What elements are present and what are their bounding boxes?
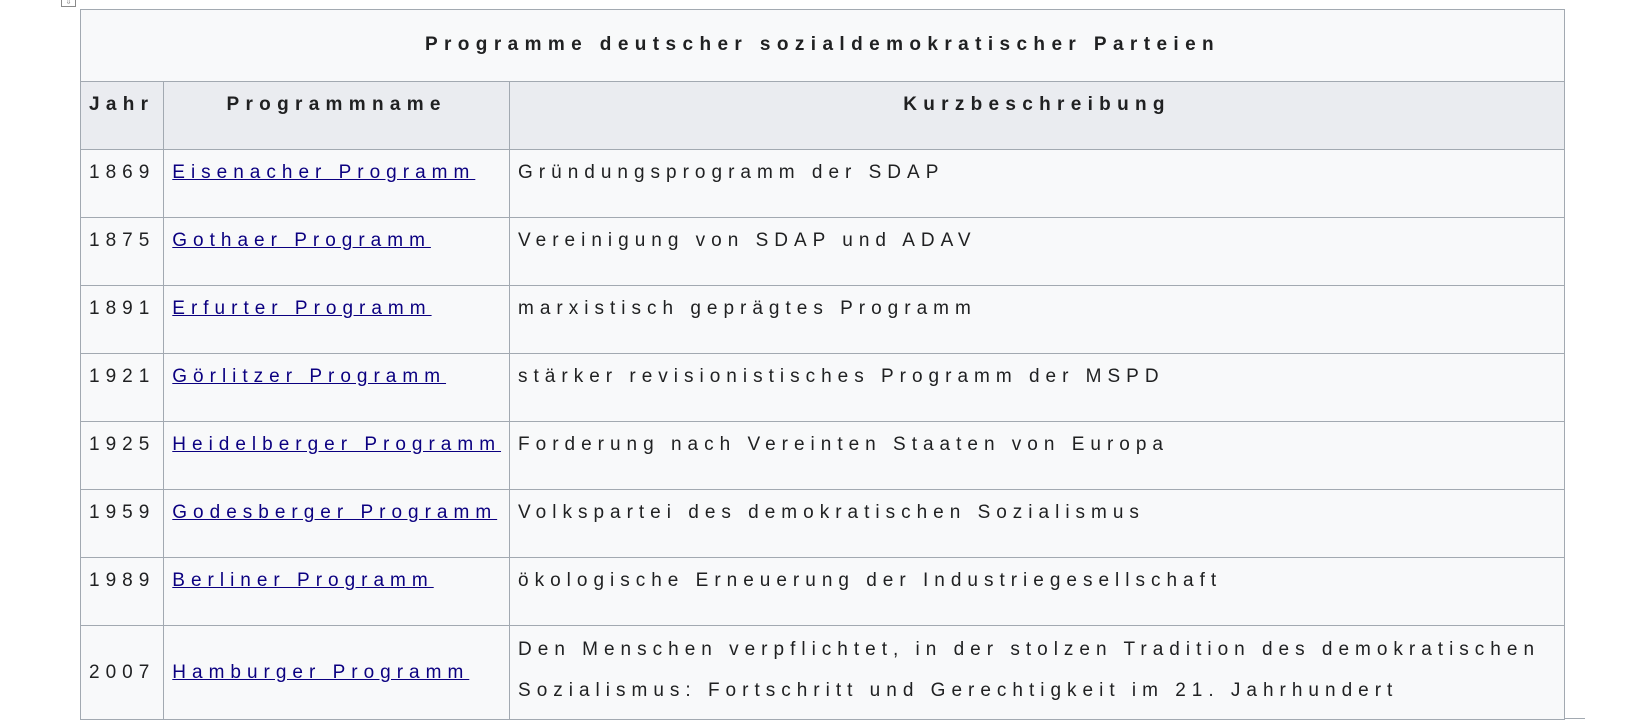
cell-description: marxistisch geprägtes Programm xyxy=(510,286,1565,354)
table-row xyxy=(81,150,1565,218)
cell-name xyxy=(164,150,510,218)
table-row xyxy=(81,286,1565,354)
cell-description: Gründungsprogramm der SDAP xyxy=(510,150,1565,218)
table-row xyxy=(81,422,1565,490)
table-row xyxy=(81,558,1565,626)
program-link[interactable]: Erfurter Programm xyxy=(172,298,432,319)
header-year[interactable]: Jahr xyxy=(81,82,164,150)
table-row xyxy=(81,626,1565,720)
cell-year: 1921 xyxy=(81,354,164,422)
table-row xyxy=(81,490,1565,558)
cell-year: 1875 xyxy=(81,218,164,286)
cell-name xyxy=(164,490,510,558)
table-caption: Programme deutscher sozialdemokratischer Parteien xyxy=(80,9,1565,81)
cell-description: Volkspartei des demokratischen Sozialismus xyxy=(510,490,1565,558)
header-row xyxy=(81,82,1565,150)
program-link[interactable]: Eisenacher Programm xyxy=(172,162,476,183)
cell-year: 1891 xyxy=(81,286,164,354)
cell-name xyxy=(164,218,510,286)
header-name[interactable]: Programmname xyxy=(164,82,510,150)
cell-year: 1869 xyxy=(81,150,164,218)
program-link[interactable]: Godesberger Programm xyxy=(172,502,498,523)
table-anchor-icon[interactable]: ⇩ xyxy=(61,0,76,7)
cell-year: 1989 xyxy=(81,558,164,626)
cell-year: 2007 xyxy=(81,626,164,720)
cell-name xyxy=(164,286,510,354)
header-description[interactable]: Kurzbeschreibung xyxy=(510,82,1565,150)
cell-description: Den Menschen verpflichtet, in der stolzen Tradition des demokratischen Sozialismus: Fortschritt und Gerechtigkeit im 21. Jahrhundert xyxy=(510,626,1565,720)
cell-name xyxy=(164,354,510,422)
cell-description: Vereinigung von SDAP und ADAV xyxy=(510,218,1565,286)
cell-name xyxy=(164,422,510,490)
cell-year: 1959 xyxy=(81,490,164,558)
cell-description: ökologische Erneuerung der Industriegesellschaft xyxy=(510,558,1565,626)
cell-name xyxy=(164,558,510,626)
program-link[interactable]: Berliner Programm xyxy=(172,570,434,591)
cell-name xyxy=(164,626,510,720)
program-link[interactable]: Görlitzer Programm xyxy=(172,366,447,387)
program-link[interactable]: Heidelberger Programm xyxy=(172,434,502,455)
cell-year: 1925 xyxy=(81,422,164,490)
cell-description: Forderung nach Vereinten Staaten von Europa xyxy=(510,422,1565,490)
sdp-programs-table xyxy=(80,9,1565,720)
program-link[interactable]: Hamburger Programm xyxy=(172,661,470,683)
table-row xyxy=(81,354,1565,422)
program-link[interactable]: Gothaer Programm xyxy=(172,230,431,251)
cell-description: stärker revisionistisches Programm der MSPD xyxy=(510,354,1565,422)
table-row xyxy=(81,218,1565,286)
